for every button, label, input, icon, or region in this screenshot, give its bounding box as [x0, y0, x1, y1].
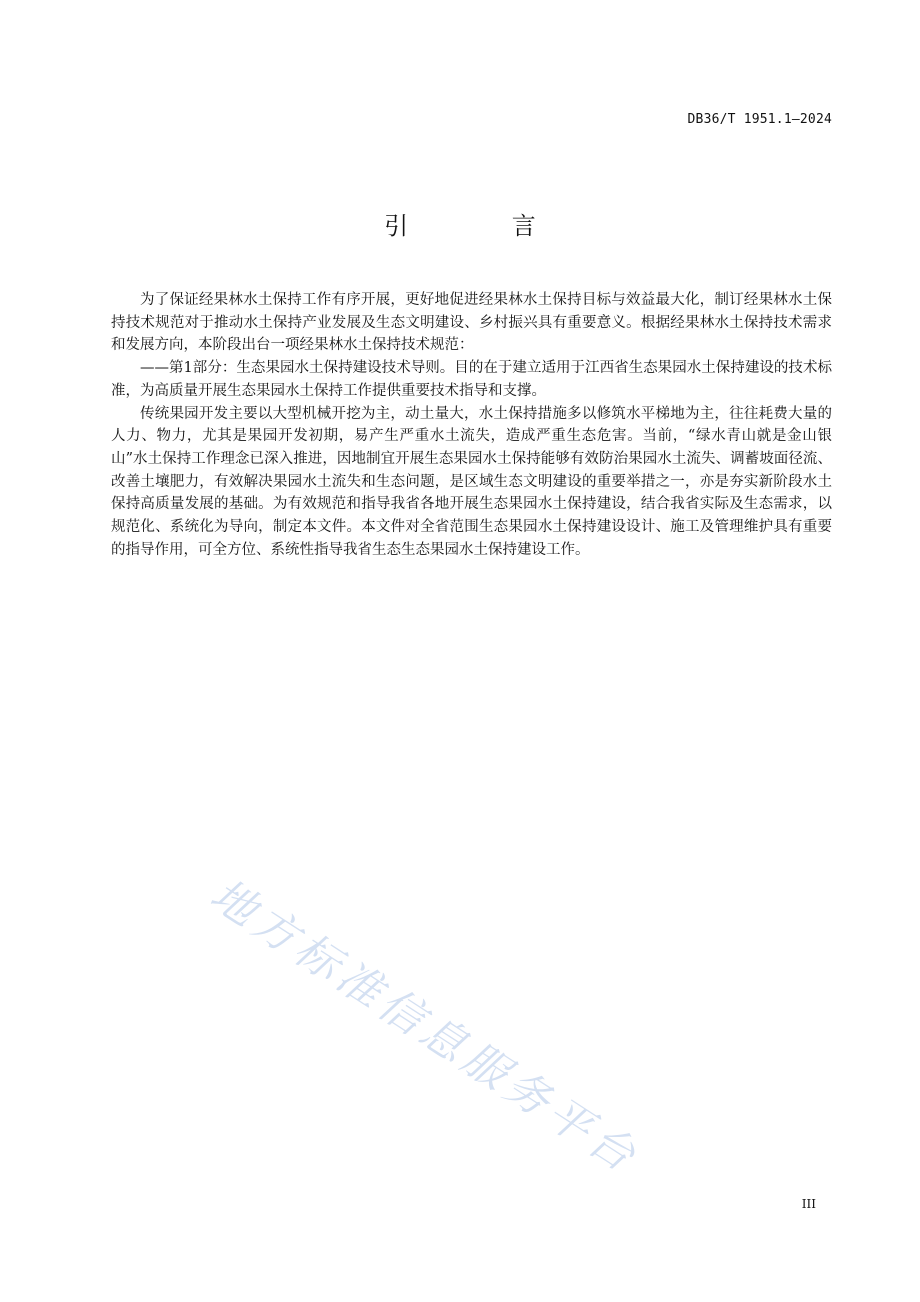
body-text [111, 289, 832, 561]
paragraph-3: 传统果园开发主要以大型机械开挖为主，动土量大，水土保持措施多以修筑水平梯地为主，往往耗费大量的人力、物力，尤其是果园开发初期，易产生严重水土流失，造成严重生态危害。当前，“绿水青山就是金山银山”水土保持工作理念已深入推进，因地制宜开展生态果园水土保持能够有效防治果园水土流失、调蓄坡面径流、改善土壤肥力，有效解决果园水土流失和生态问题，是区域生态文明建设的重要举措之一，亦是夯实新阶段水土保持高质量发展的基础。为有效规范和指导我省各地开展生态果园水土保持建设，结合我省实际及生态需求，以规范化、系统化为导向，制定本文件。本文件对全省范围生态果园水土保持建设设计、施工及管理维护具有重要的指导作用，可全方位、系统性指导我省生态生态果园水土保持建设工作。 [111, 405, 832, 558]
page-title: 引 言 [384, 212, 584, 240]
watermark: 地方标准信息服务平台 [201, 869, 649, 1185]
paragraph-1: 为了保证经果林水土保持工作有序开展，更好地促进经果林水土保持目标与效益最大化，制订经果林水土保持技术规范对于推动水土保持产业发展及生态文明建设、乡村振兴具有重要意义。根据经果林水土保持技术需求和发展方向，本阶段出台一项经果林水土保持技术规范： [111, 292, 832, 354]
paragraph-2: ——第1部分：生态果园水土保持建设技术导则。目的在于建立适用于江西省生态果园水土保持建设的技术标准，为高质量开展生态果园水土保持工作提供重要技术指导和支撑。 [111, 360, 832, 399]
standard-number: DB36/T 1951.1—2024 [687, 112, 832, 127]
page-number: III [801, 1197, 816, 1211]
